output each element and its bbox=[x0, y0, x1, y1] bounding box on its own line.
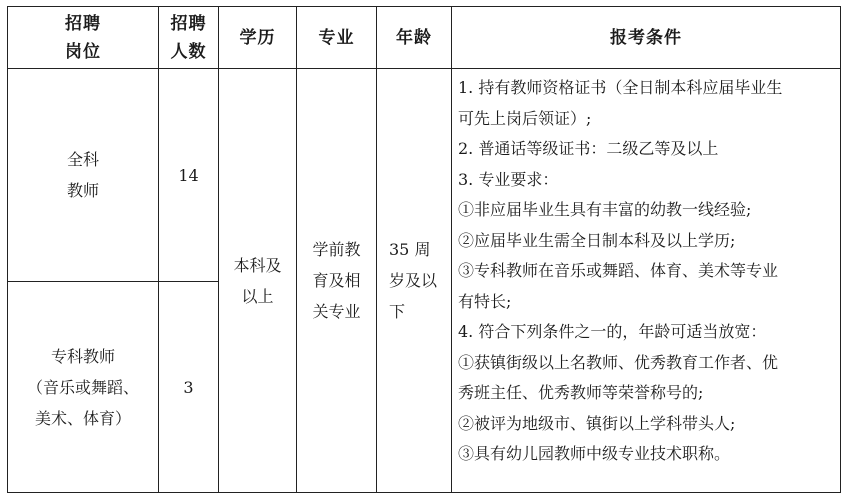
major-line: 学前教 bbox=[312, 240, 361, 259]
education-line: 本科及 bbox=[233, 255, 282, 275]
condition-line: 1. 持有教师资格证书（全日制本科应届毕业生 bbox=[458, 78, 783, 97]
major-line: 关专业 bbox=[312, 302, 361, 321]
header-row bbox=[8, 7, 841, 69]
header-count-line-2: 人数 bbox=[170, 41, 207, 62]
condition-line: ③具有幼儿园教师中级专业技术职称。 bbox=[458, 444, 731, 463]
condition-line: 有特长; bbox=[458, 291, 512, 311]
age-cell bbox=[377, 69, 452, 493]
major-line: 育及相 bbox=[312, 271, 361, 290]
age-line: 35 周 bbox=[389, 240, 431, 259]
education-line: 以上 bbox=[241, 286, 274, 306]
condition-line: ②被评为地级市、镇街以上学科带头人; bbox=[458, 413, 736, 433]
header-conditions: 报考条件 bbox=[452, 7, 841, 69]
condition-line: 秀班主任、优秀教师等荣誉称号的; bbox=[458, 383, 704, 402]
position-line: 美术、体育） bbox=[34, 408, 131, 428]
header-position-line-2: 岗位 bbox=[65, 41, 101, 62]
position-line: 教师 bbox=[66, 181, 99, 200]
header-position bbox=[8, 7, 159, 69]
position-cell bbox=[8, 69, 159, 282]
position-line: 专科教师 bbox=[50, 346, 115, 366]
count-cell: 14 bbox=[159, 69, 219, 282]
condition-line: ②应届毕业生需全日制本科及以上学历; bbox=[458, 230, 736, 250]
header-age: 年龄 bbox=[377, 7, 452, 69]
condition-line: ③专科教师在音乐或舞蹈、体育、美术等专业 bbox=[458, 261, 779, 280]
education-cell bbox=[219, 69, 297, 493]
condition-line: ①获镇街级以上名教师、优秀教育工作者、优 bbox=[458, 352, 779, 372]
age-line: 下 bbox=[389, 302, 406, 321]
condition-line: 2. 普通话等级证书：二级乙等及以上 bbox=[458, 139, 719, 158]
condition-line: 3. 专业要求： bbox=[458, 169, 559, 189]
header-count bbox=[159, 7, 219, 69]
position-line: （音乐或舞蹈、 bbox=[26, 377, 139, 397]
table-row bbox=[8, 69, 841, 282]
condition-line: ①非应届毕业生具有丰富的幼教一线经验; bbox=[458, 200, 752, 219]
position-line: 全科 bbox=[66, 150, 99, 169]
age-line: 岁及以 bbox=[389, 271, 438, 290]
condition-line: 4. 符合下列条件之一的，年龄可适当放宽： bbox=[458, 322, 767, 341]
recruitment-table bbox=[7, 6, 841, 493]
count-cell: 3 bbox=[159, 282, 219, 493]
header-education: 学历 bbox=[219, 7, 297, 69]
major-cell bbox=[297, 69, 377, 493]
header-major: 专业 bbox=[297, 7, 377, 69]
header-count-line-1: 招聘 bbox=[170, 13, 207, 34]
header-position-line-1: 招聘 bbox=[65, 13, 101, 34]
condition-line: 可先上岗后领证）; bbox=[458, 108, 592, 128]
position-cell bbox=[8, 282, 159, 493]
conditions-cell bbox=[452, 69, 841, 493]
